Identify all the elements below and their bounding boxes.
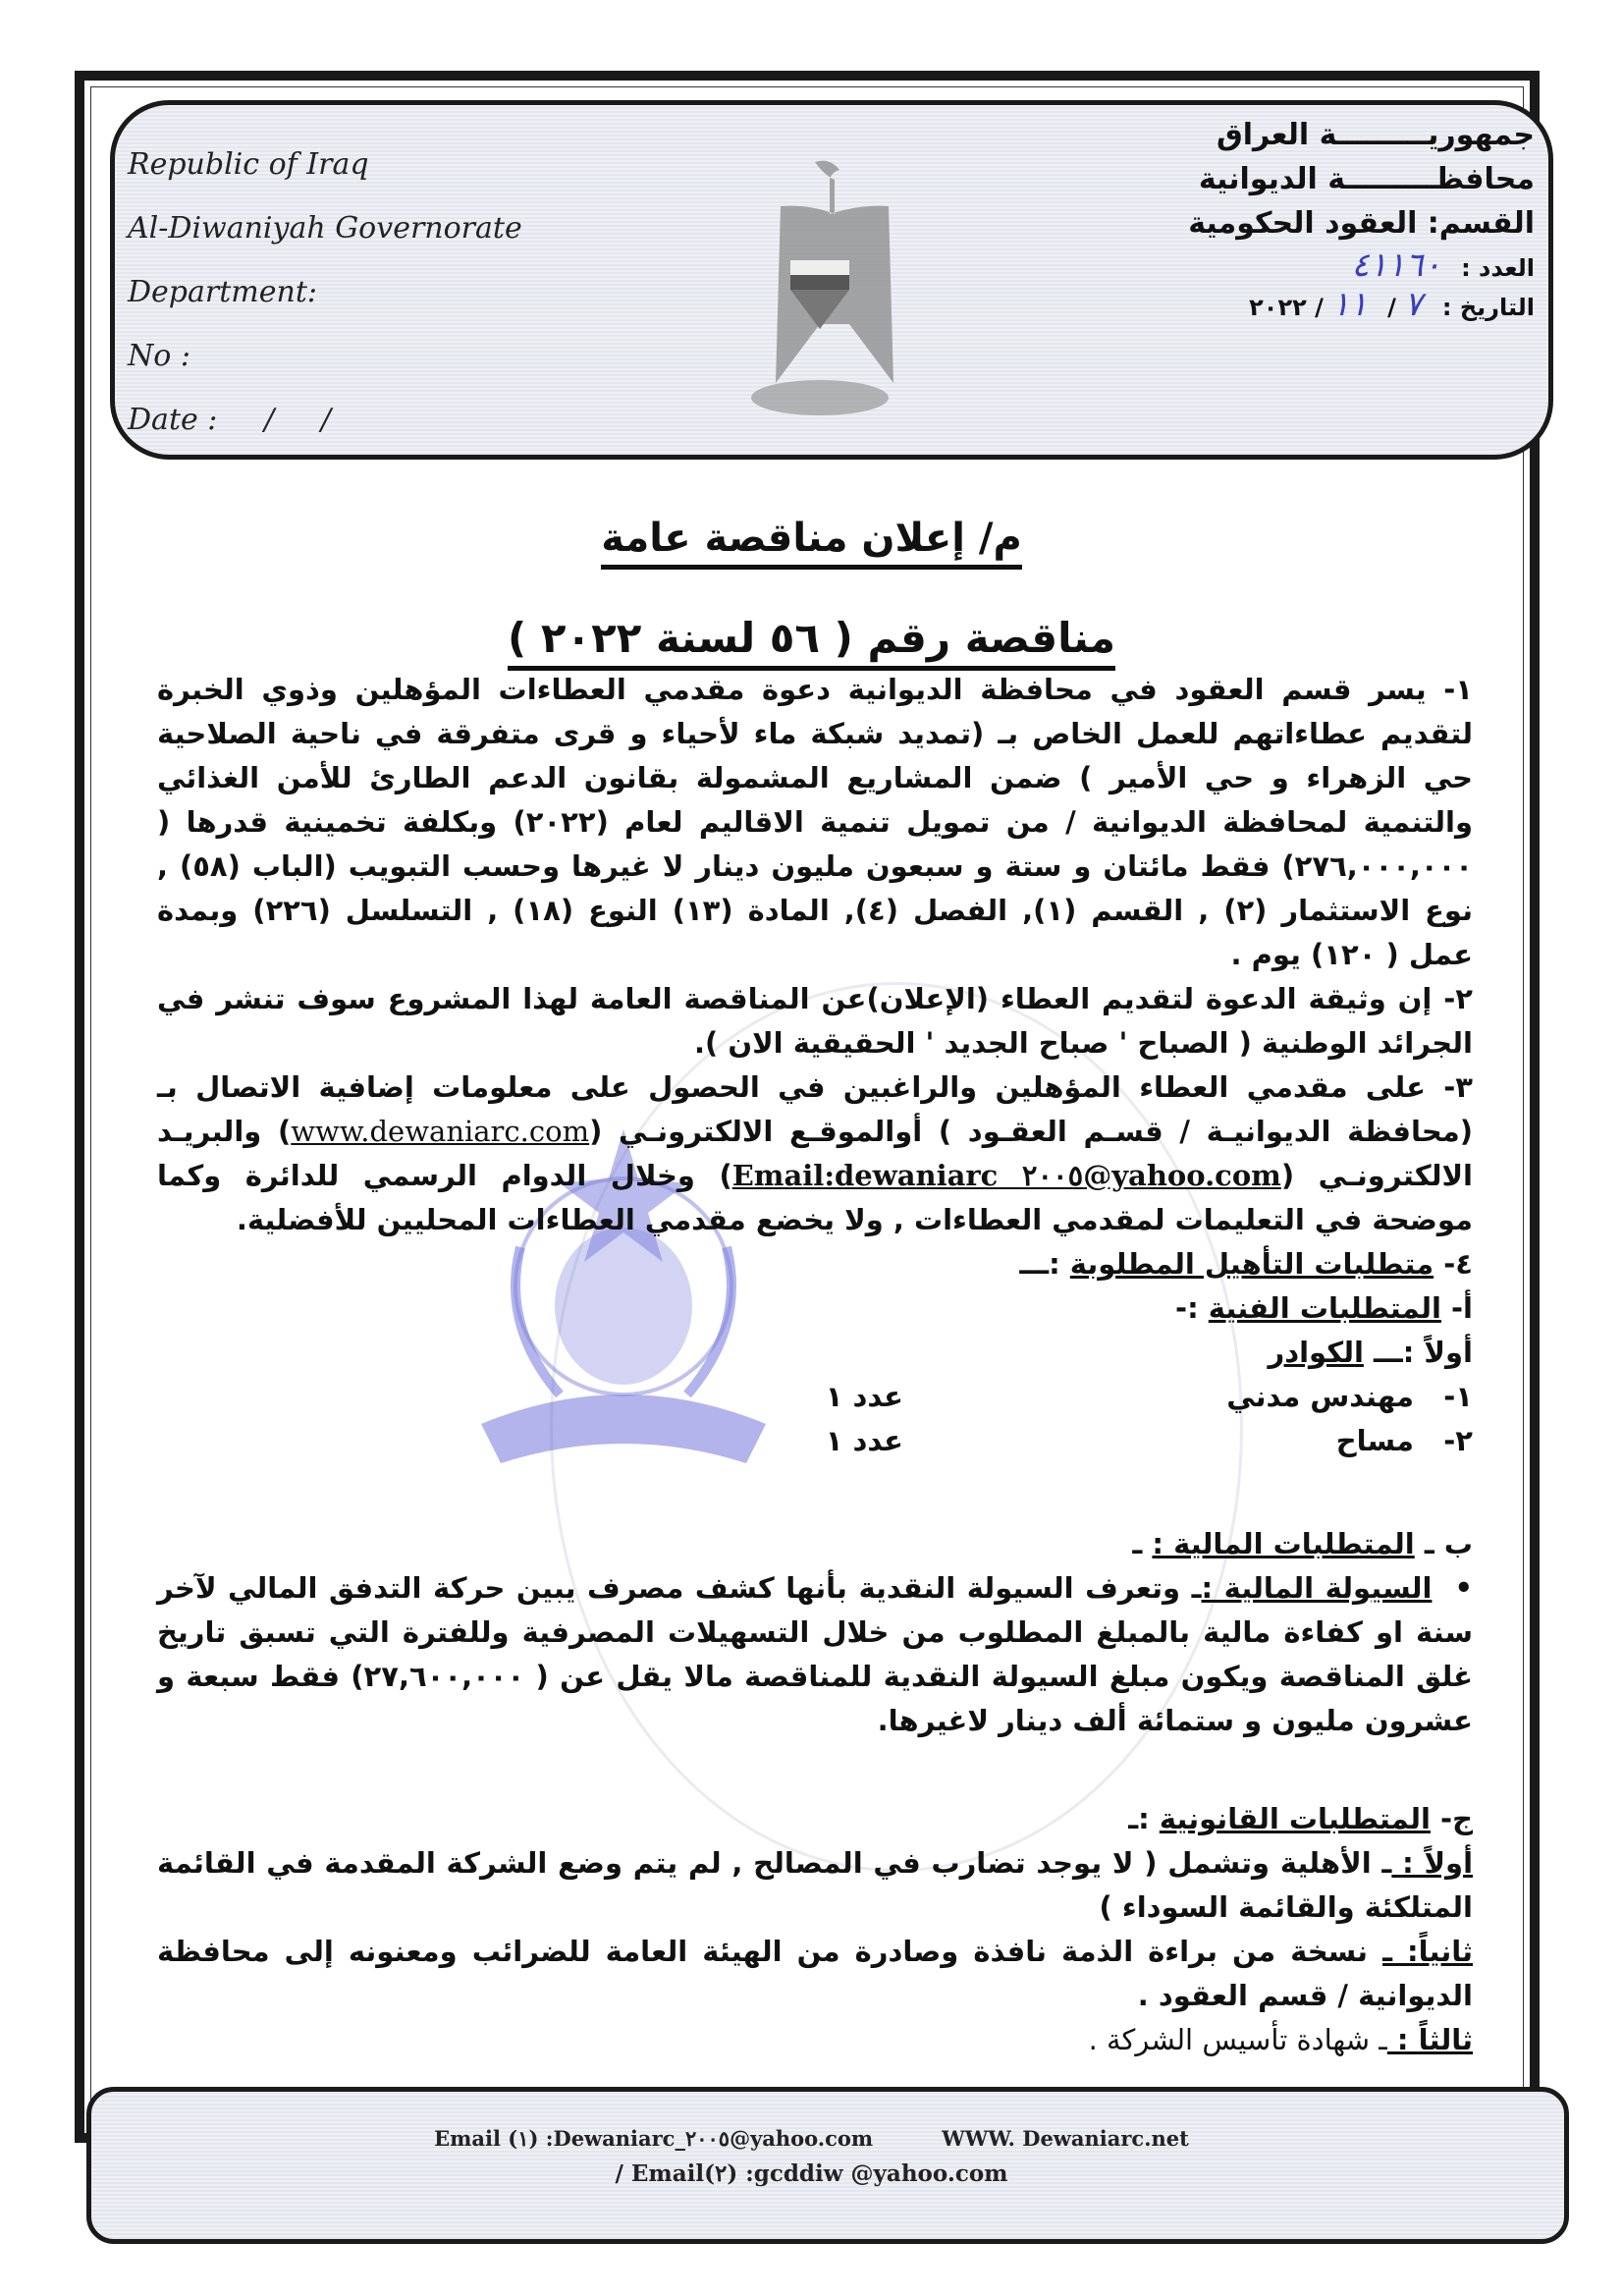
department-ar: القسم: العقود الحكومية: [1188, 206, 1535, 241]
letterhead-arabic: [1188, 113, 1535, 324]
governorate-ar: محافظـــــــــة الديوانية: [1198, 162, 1535, 196]
date-label: التاريخ :: [1441, 294, 1535, 321]
clause-1: ١- يسر قسم العقود في محافظة الديوانية دعوة مقدمي العطاءات المؤهلين وذوي الخبرة لتقديم عطاءاتهم للعمل الخاص بـ (تمديد شبكة ماء لأحياء و قرى متفرقة في ناحية الصلاحية حي الزهراء و حي الأمير ) ضمن المشاريع المشمولة بقانون الدعم الطارئ للأمن الغذائي والتنمية لمحافظة الديوانية / من تمويل تنمية الاقاليم لعام (٢٠٢٢) وبكلفة تخمينية قدرها ( ٢٧٦,٠٠٠,٠٠٠) فقط مائتان و ستة و سبعون مليون دينار لا غيرها وحسب التبويب (الباب (٥٨) , نوع الاستثمار (٢) , القسم (١), الفصل (٤), المادة (١٣) النوع (١٨) , التسلسل (٢٢٦) وبمدة عمل ( ١٢٠) يوم .: [157, 673, 1474, 971]
website-link[interactable]: www.dewaniarc.com: [291, 1115, 590, 1148]
legal-item: أولاً : ـ الأهلية وتشمل ( لا يوجد تضارب في المصالح , لم يتم وضع الشركة المقدمة في القائمة المتلكئة والقائمة السوداء ): [157, 1846, 1474, 1924]
footer-email-2[interactable]: / Email(٢) :gcddiw @yahoo.com: [615, 2160, 1008, 2187]
cost-in-words: فقط مائتان و ستة و سبعون مليون دينار: [695, 849, 1282, 883]
qualification-heading: ٤- متطلبات التأهيل المطلوبة :ـــ: [1019, 1247, 1473, 1281]
staff-row: ١- مهندس مدني عدد ١: [825, 1380, 1473, 1413]
staff-row: ٢- مساح عدد ١: [825, 1424, 1473, 1457]
work-duration: ( ١٢٠) يوم: [1251, 938, 1399, 971]
technical-heading: أ- المتطلبات الفنية :-: [1175, 1291, 1473, 1325]
financial-heading: ب ـ المتطلبات المالية : ـ: [1132, 1527, 1473, 1560]
email-link[interactable]: Email:dewaniarc ٢٠٠٥@yahoo.com: [731, 1159, 1281, 1192]
country-en: Republic of Iraq: [128, 147, 369, 182]
number-en: No :: [128, 339, 190, 373]
date-month: ١١: [1331, 285, 1368, 324]
number-ar: [1188, 246, 1535, 285]
announcement-title: م/ إعلان مناقصة عامة: [0, 516, 1623, 561]
legal-item: ثالثاً : ـ شهادة تأسيس الشركة .: [1088, 2023, 1473, 2056]
number-label: العدد :: [1461, 254, 1535, 282]
date-year: ٢٠٢٢: [1249, 294, 1307, 321]
date-en: Date : / /: [128, 403, 331, 437]
clause-2: ٢- إن وثيقة الدعوة لتقديم العطاء (الإعلان)عن المناقصة العامة لهذا المشروع سوف تنشر في الجرائد الوطنية ( الصباح ' صباح الجديد ' الحقيقية الان ).: [157, 982, 1473, 1060]
legal-item: ثانياً: ـ نسخة من براءة الذمة نافذة وصادرة من الهيئة العامة للضرائب ومعنونه إلى محافظة الديوانية / قسم العقود .: [157, 1935, 1474, 2012]
bullet-icon: •: [1454, 1571, 1473, 1605]
date-ar: التاريخ : ٧ / ١١ / ٢٠٢٢: [1249, 285, 1535, 324]
country-ar: جمهوريـــــــــة العراق: [1216, 118, 1535, 152]
governorate-en: Al-Diwaniyah Governorate: [128, 211, 522, 246]
estimated-cost: ( ٢٧٦,٠٠٠,٠٠٠): [157, 805, 1474, 883]
letterhead-english: [128, 133, 522, 452]
staff-heading: أولاً :ـــ الكوادر: [1268, 1336, 1473, 1369]
liquidity-amount: ( ٢٧,٦٠٠,٠٠٠) فقط سبعة و عشرون مليون و ستمائة ألف دينار: [157, 1660, 1473, 1737]
tender-body: [157, 668, 1473, 2062]
project-name: (تمديد شبكة ماء لأحياء و قرى متفرقة في ناحية الصلاحية حي الزهراء و حي الأمير ): [157, 717, 1473, 794]
iraq-eagle-emblem-icon: [722, 152, 918, 427]
department-en: Department:: [128, 275, 317, 309]
number-value: ٤١١٦٠: [1351, 246, 1441, 285]
footer-website[interactable]: WWW. Dewaniarc.net: [942, 2126, 1189, 2151]
legal-heading: ج- المتطلبات القانونية :ـ: [1128, 1802, 1473, 1835]
footer-contacts: [0, 2126, 1623, 2151]
clause-3: ٣- على مقدمي العطاء المؤهلين والراغبين في الحصول على معلومات إضافية الاتصال بـ (محافظة الديوانيـة / قسـم العقـود ) أوالموقـع الالكترونـي (www.dewaniarc.com) والبريـد الالكترونـي (Email:dewaniarc ٢٠٠٥@yahoo.com) وخلال الدوام الرسمي للدائرة وكما موضحة في التعليمات لمقدمي العطاءات , ولا يخضع مقدمي العطاءات المحليين للأفضلية.: [157, 1070, 1473, 1236]
date-day: ٧: [1404, 285, 1423, 324]
footer-email-1[interactable]: Email (١) :Dewaniarc_٢٠٠٥@yahoo.com: [434, 2126, 874, 2151]
liquidity-item: • السيولة المالية :ـ وتعرف السيولة النقدية بأنها كشف مصرف يبين حركة التدفق المالي لآخر سنة او كفاءة مالية بالمبلغ المطلوب من خلال التسهيلات المصرفية وللفترة التي تسبق تاريخ غلق المناقصة ويكون مبلغ السيولة النقدية للمناقصة مالا يقل عن ( ٢٧,٦٠٠,٠٠٠) فقط سبعة و عشرون مليون و ستمائة ألف دينار لاغيرها.: [157, 1571, 1473, 1737]
tender-number-title: مناقصة رقم ( ٥٦ لسنة ٢٠٢٢ ): [0, 614, 1623, 662]
newspapers: ( الصباح ' صباح الجديد ' الحقيقية الان ): [704, 1026, 1252, 1060]
